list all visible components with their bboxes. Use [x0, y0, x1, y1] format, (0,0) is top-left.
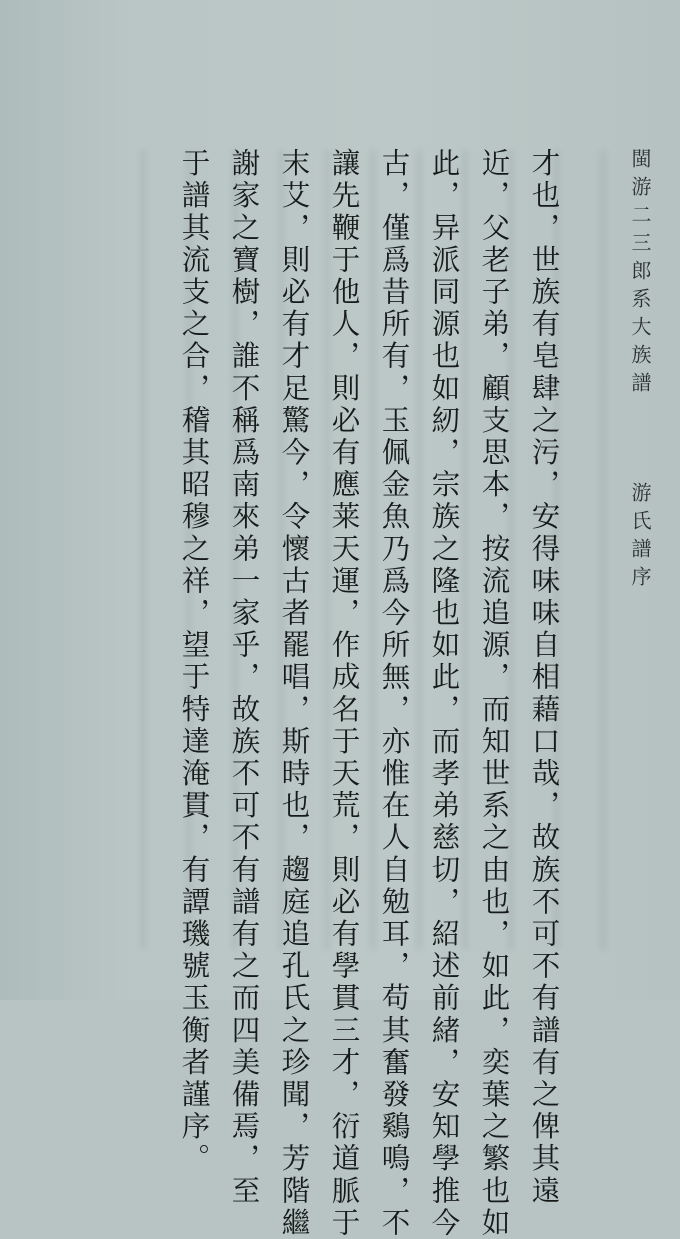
running-head-book-title: 閩游二三郎系大族譜: [628, 148, 652, 400]
running-head-section-title: 游氏譜序: [628, 482, 652, 594]
text-column-8: 于譜其流支之合，稽其昭穆之祥，望于特達淹貫，有譚璣號玉衡者謹序。: [177, 148, 211, 1176]
text-column-1: 才也，世族有皂肆之污，安得味味自相藉口哉，故族不可不有譜有之俾其遠: [527, 148, 561, 1208]
text-column-4: 古，僅爲昔所有，玉佩金魚乃爲今所無，亦惟在人自勉耳，苟其奮發鷄鳴，不: [377, 148, 411, 1239]
text-column-5: 讓先鞭于他人，則必有應莱天運，作成名于天荒，則必有學貫三才，衍道脈于: [327, 148, 361, 1239]
text-column-7: 謝家之寶樹，誰不稱爲南來弟一家乎，故族不可不有譜有之而四美備焉，至: [227, 148, 261, 1208]
text-column-6: 末艾，則必有才足驚今，令懷古者罷唱，斯時也，趨庭追孔氏之珍聞，芳階繼: [277, 148, 311, 1239]
text-column-3: 此，异派同源也如紉，宗族之隆也如此，而孝弟慈切，紹述前緒，安知學推今: [427, 148, 461, 1239]
text-column-2: 近，父老子弟，顧支思本，按流追源，而知世系之由也，如此，奕葉之繁也如: [477, 148, 511, 1239]
